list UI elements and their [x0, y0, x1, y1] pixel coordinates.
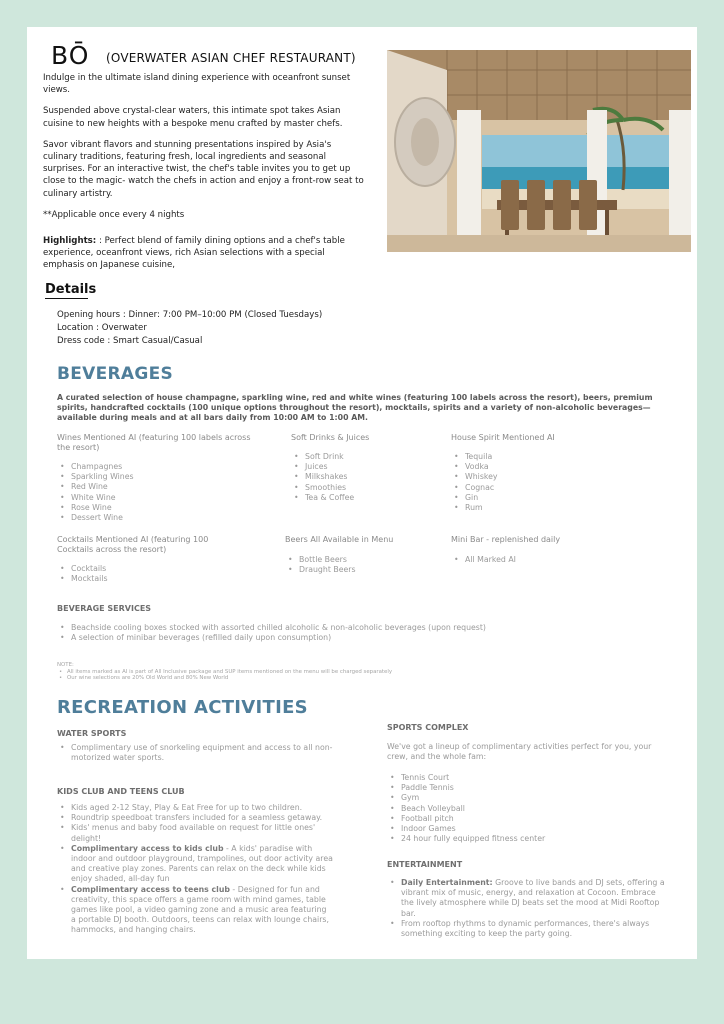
list-item: • Juices [291, 462, 354, 472]
water-sports-heading: WATER SPORTS [57, 729, 127, 738]
dress-code: Dress code : Smart Casual/Casual [57, 335, 203, 346]
entertainment-label: Daily Entertainment: [401, 878, 493, 887]
entertainment-list [387, 878, 669, 939]
list-item: • Kids' menus and baby food available on request for little ones' delight! [57, 823, 333, 843]
teens-club-text: - Designed for fun and creativity, this space offers a game room with mind games, table games like pool, a video gaming zone and a music area featuring a portable DJ booth. Outdoors, teens can relax with lounge chairs, hammocks, and hanging chairs. [71, 884, 329, 935]
details-block [57, 309, 322, 347]
list-item: • Tea & Coffee [291, 493, 354, 503]
beverage-services-heading: BEVERAGE SERVICES [57, 604, 152, 613]
list-item: • Sparkling Wines [57, 472, 134, 482]
kids-club-text: - A kids' paradise with indoor and outdoor playground, trampolines, out door activity area and creative play zones. Parents can relax on the deck while kids enjoy shaded, all-day fun [71, 843, 333, 884]
intro-text [43, 72, 365, 281]
house-spirit-heading: House Spirit Mentioned AI [451, 433, 555, 442]
list-item: • Tennis Court [387, 773, 545, 783]
house-spirit-list [451, 452, 498, 513]
list-item: • Red Wine [57, 482, 134, 492]
list-item: • Rose Wine [57, 503, 134, 513]
beverage-services-list [57, 623, 617, 643]
cocktails-heading: Cocktails Mentioned AI (featuring 100 Cocktails across the resort) [57, 535, 209, 554]
entertainment-text: Groove to live bands and DJ sets, offering a vibrant mix of music, energy, and relaxation at Cocoon. Embrace the lively atmosphere while DJ beats set the mood at Midi Rooftop bar. [401, 878, 665, 918]
kids-club-list [57, 803, 333, 936]
list-item: • Gin [451, 493, 498, 503]
highlights-text: : Perfect blend of family dining options and a chef's table experience, oceanfront views, rich Asian selections with a special emphasis on Japanese cuisine, [43, 236, 345, 271]
list-item: • Indoor Games [387, 824, 545, 834]
list-item: • Champagnes [57, 462, 134, 472]
list-item: • Our wine selections are 20% Old World and 80% New World [57, 675, 657, 682]
list-item: • Kids aged 2-12 Stay, Play & Eat Free for up to two children. [57, 803, 333, 813]
intro-paragraph: Indulge in the ultimate island dining experience with oceanfront sunset views. [43, 73, 351, 96]
intro-paragraph: Savor vibrant flavors and stunning presentations inspired by Asia's culinary traditions, featuring fresh, local ingredients and seasonal surprises. For an interactive twist, the chef's table invites you to get up close to the magic- watch the chefs in action and enjoy a front-row seat to culinary artistry. [43, 139, 364, 199]
teens-club-label: Complimentary access to teens club [71, 884, 230, 894]
applicability-note: **Applicable once every 4 nights [43, 209, 185, 220]
list-item: • Beachside cooling boxes stocked with assorted chilled alcoholic & non-alcoholic beverages (upon request) [57, 623, 617, 633]
list-item: • Draught Beers [285, 565, 356, 575]
document-page [27, 27, 697, 959]
list-item: • Football pitch [387, 814, 545, 824]
restaurant-photo-image [387, 50, 691, 252]
wines-list [57, 462, 134, 523]
water-sports-list [57, 743, 337, 763]
beverages-heading: BEVERAGES [57, 364, 174, 384]
list-item: • All Marked AI [451, 555, 516, 565]
list-item: • Whiskey [451, 472, 498, 482]
cocktails-list [57, 564, 108, 584]
entertainment-heading: ENTERTAINMENT [387, 860, 463, 869]
soft-drinks-list [291, 452, 354, 503]
recreation-heading: RECREATION ACTIVITIES [57, 697, 308, 718]
beers-list [285, 555, 356, 575]
list-item: • Smoothies [291, 483, 354, 493]
list-item: • 24 hour fully equipped fitness center [387, 834, 545, 844]
restaurant-photo [387, 50, 691, 252]
kids-club-label: Complimentary access to kids club [71, 843, 224, 853]
list-item [387, 878, 669, 919]
list-item: • All items marked as AI is part of All Inclusive package and SUP items mentioned on the menu will be charged separately [57, 669, 657, 676]
list-item: • Beach Volleyball [387, 804, 545, 814]
list-item: • Milkshakes [291, 472, 354, 482]
minibar-heading: Mini Bar - replenished daily [451, 535, 561, 544]
list-item: • Tequila [451, 452, 498, 462]
list-item [57, 844, 333, 885]
list-item: • White Wine [57, 493, 134, 503]
list-item: • Cognac [451, 483, 498, 493]
minibar-list [451, 555, 516, 565]
opening-hours: Opening hours : Dinner: 7:00 PM–10:00 PM (Closed Tuesdays) [57, 310, 323, 320]
list-item: • Mocktails [57, 574, 108, 584]
list-item: • Rum [451, 503, 498, 513]
soft-drinks-heading: Soft Drinks & Juices [291, 433, 370, 442]
list-item: • Cocktails [57, 564, 108, 574]
list-item [57, 885, 333, 936]
sports-intro: We've got a lineup of complimentary activities perfect for you, your crew, and the whole fam: [387, 742, 652, 762]
beverages-note [57, 662, 657, 682]
highlights-label: Highlights: [43, 236, 97, 247]
list-item: • Roundtrip speedboat transfers included for a seamless getaway. [57, 813, 333, 823]
note-list [57, 669, 657, 682]
list-item: • Gym [387, 793, 545, 803]
highlights [43, 235, 365, 272]
list-item: • Dessert Wine [57, 513, 134, 523]
location: Location : Overwater [57, 322, 147, 333]
list-item: • Complimentary use of snorkeling equipment and access to all non-motorized water sports. [57, 743, 337, 763]
wines-heading: Wines Mentioned AI (featuring 100 labels across the resort) [57, 433, 251, 452]
list-item: • A selection of minibar beverages (refilled daily upon consumption) [57, 633, 617, 643]
list-item: • Soft Drink [291, 452, 354, 462]
beers-heading: Beers All Available in Menu [285, 535, 394, 544]
list-item: • Vodka [451, 462, 498, 472]
list-item: • Bottle Beers [285, 555, 356, 565]
restaurant-subtitle: (OVERWATER ASIAN CHEF RESTAURANT) [106, 51, 356, 65]
restaurant-brand: BŌ [51, 41, 90, 70]
details-heading: Details [45, 282, 97, 297]
intro-paragraph: Suspended above crystal-clear waters, this intimate spot takes Asian cuisine to new heights with a bespoke menu crafted by master chefs. [43, 106, 343, 129]
note-label: NOTE: [57, 662, 74, 668]
list-item: • From rooftop rhythms to dynamic performances, there's always something exciting to keep the party going. [387, 919, 669, 939]
sports-complex-heading: SPORTS COMPLEX [387, 723, 469, 732]
kids-club-heading: KIDS CLUB AND TEENS CLUB [57, 787, 185, 796]
sports-list [387, 773, 545, 844]
list-item: • Paddle Tennis [387, 783, 545, 793]
beverages-intro: A curated selection of house champagne, sparkling wine, red and white wines (featuring 100 labels across the resort), beers, premium spirits, handcrafted cocktails (100 unique options throughout the resort), mocktails, spirits and a variety of non-alcoholic beverages— available during meals and at all bars daily from 10:00 AM to 1:00 AM. [57, 393, 653, 422]
details-underline [45, 298, 88, 299]
